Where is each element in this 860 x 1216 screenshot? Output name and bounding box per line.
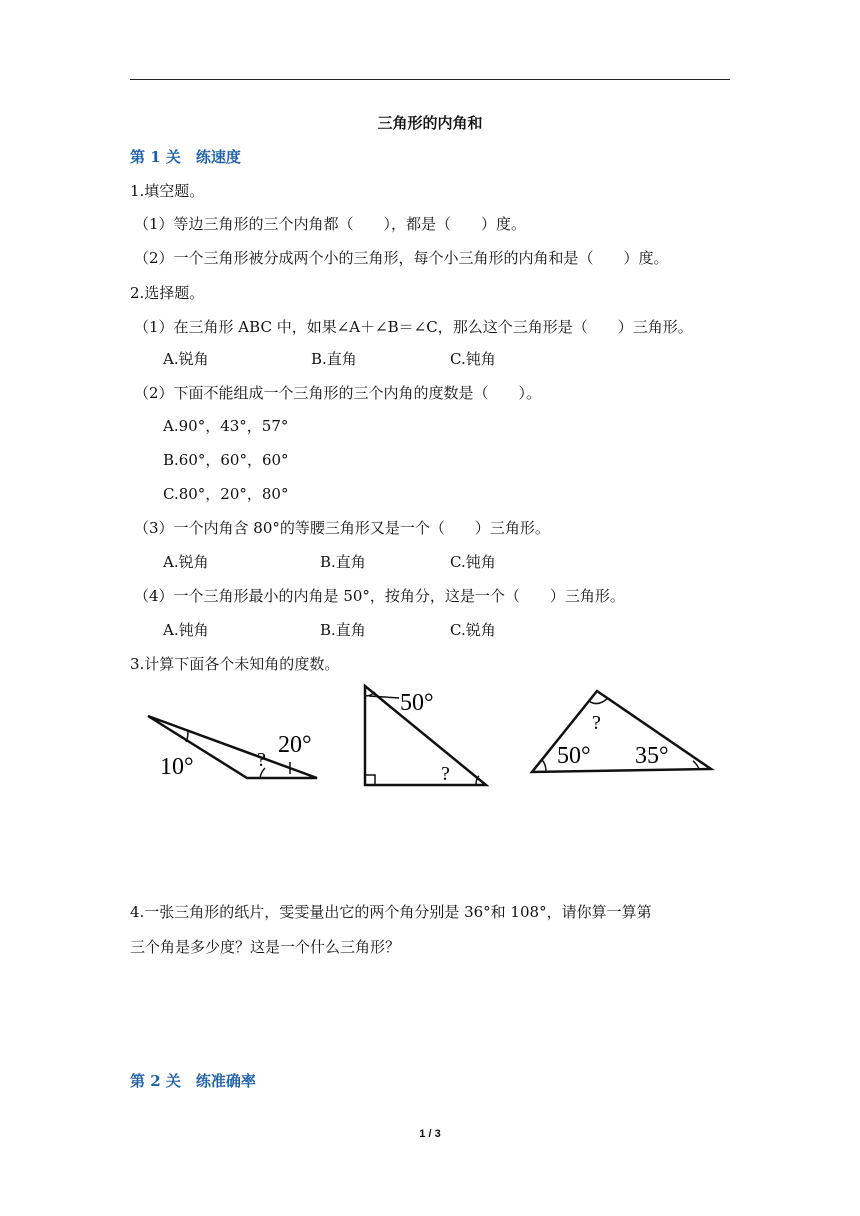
label-50-degree: 50° — [400, 690, 434, 716]
triangle-figure-1 — [140, 700, 340, 800]
option-a: A.锐角 — [163, 553, 209, 571]
q2-item-2-option-c: C.80°，20°，80° — [163, 485, 289, 503]
triangle-figure-2 — [355, 680, 500, 795]
q2-item-2: （2）下面不能组成一个三角形的三个内角的度数是（ ）。 — [134, 384, 542, 402]
q2-item-1: （1）在三角形 ABC 中，如果∠A＋∠B＝∠C，那么这个三角形是（ ）三角形。 — [134, 318, 693, 336]
q2-item-2-option-a: A.90°，43°，57° — [163, 417, 289, 435]
option-a: A.锐角 — [163, 350, 209, 368]
q4-line-1: 4.一张三角形的纸片，雯雯量出它的两个角分别是 36°和 108°，请你算一算第 — [130, 903, 652, 921]
q2-heading: 2.选择题。 — [130, 284, 205, 302]
q2-item-1-options — [163, 348, 496, 369]
option-c: C.钝角 — [450, 553, 496, 571]
label-20-degree: 20° — [278, 732, 312, 758]
section-1-heading: 第 1 关 练速度 — [130, 148, 241, 166]
option-c: C.锐角 — [450, 621, 496, 639]
q4-line-2: 三个角是多少度？这是一个什么三角形？ — [130, 938, 401, 956]
q1-item-2: （2）一个三角形被分成两个小的三角形，每个小三角形的内角和是（ ）度。 — [134, 249, 669, 267]
option-a: A.钝角 — [163, 621, 209, 639]
q1-item-1: （1）等边三角形的三个内角都（ ），都是（ ）度。 — [134, 215, 527, 233]
section-2-heading: 第 2 关 练准确率 — [130, 1072, 256, 1090]
page-number: 1 / 3 — [419, 1128, 441, 1140]
option-b: B.直角 — [320, 553, 366, 571]
q2-item-3-options — [163, 551, 496, 572]
q1-heading: 1.填空题。 — [130, 182, 205, 200]
label-10-degree: 10° — [160, 754, 194, 780]
q2-item-2-option-b: B.60°，60°，60° — [163, 451, 289, 469]
q3-heading: 3.计算下面各个未知角的度数。 — [130, 655, 340, 673]
option-c: C.钝角 — [450, 350, 496, 368]
triangle-figure-3 — [525, 685, 720, 780]
header-rule — [130, 79, 730, 80]
label-unknown-angle: ? — [257, 749, 266, 771]
option-b: B.直角 — [320, 621, 366, 639]
option-b: B.直角 — [311, 350, 357, 368]
label-unknown-angle: ? — [592, 712, 601, 734]
label-35-degree: 35° — [635, 743, 669, 769]
label-50-degree: 50° — [557, 743, 591, 769]
label-unknown-angle: ? — [441, 763, 450, 785]
page-title: 三角形的内角和 — [377, 114, 483, 132]
q2-item-3: （3）一个内角含 80°的等腰三角形又是一个（ ）三角形。 — [134, 519, 550, 537]
q2-item-4-options — [163, 619, 496, 640]
q2-item-4: （4）一个三角形最小的内角是 50°，按角分，这是一个（ ）三角形。 — [134, 587, 625, 605]
